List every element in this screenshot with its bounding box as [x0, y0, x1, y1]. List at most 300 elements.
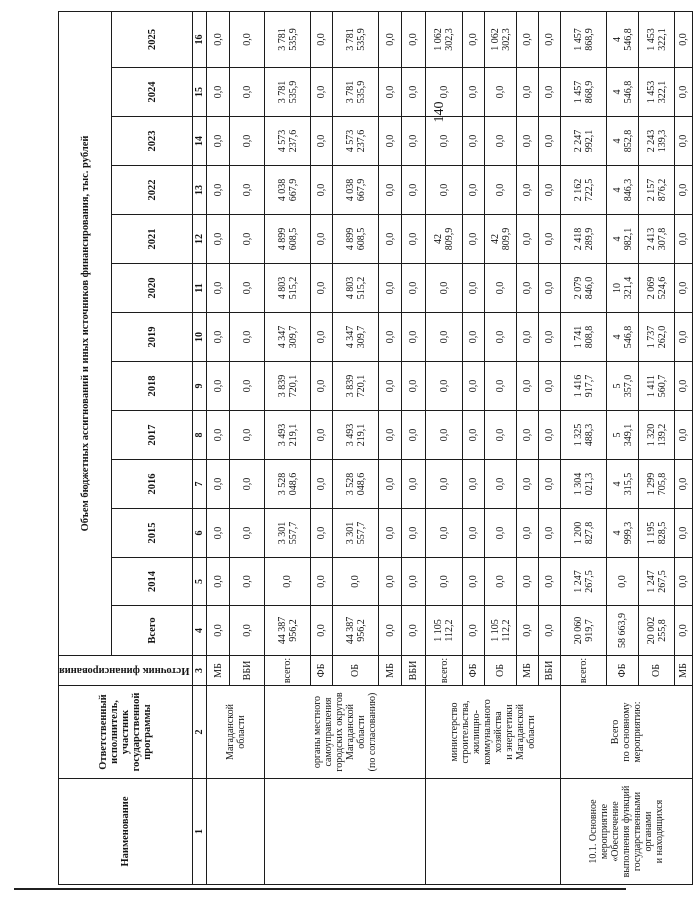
amount-value: 1 200 827,8	[572, 521, 595, 545]
activity-name-cell	[426, 779, 561, 885]
amount-cell	[607, 362, 639, 411]
header-year: 2021	[112, 215, 193, 264]
amount-cell	[402, 117, 426, 166]
amount-value: 1 411 560,7	[645, 374, 668, 398]
amount-cell	[333, 411, 379, 460]
amount-cell	[463, 313, 485, 362]
amount-value: 0,0	[468, 85, 480, 99]
amount-cell	[561, 166, 607, 215]
amount-cell	[675, 68, 693, 117]
amount-cell	[230, 509, 265, 558]
table-row	[561, 11, 607, 884]
table-body	[207, 11, 693, 884]
amount-value: 0,0	[384, 624, 396, 637]
amount-value: 0,0	[468, 330, 480, 344]
amount-cell	[539, 362, 561, 411]
amount-cell	[463, 264, 485, 313]
amount-value: 0,0	[495, 183, 507, 197]
amount-value: 42 809,9	[489, 227, 512, 251]
amount-cell	[230, 362, 265, 411]
amount-value: 0,0	[438, 379, 450, 393]
amount-value: 1 195 828,5	[645, 521, 668, 545]
page-number: 140	[432, 101, 447, 123]
amount-value: 0,0	[212, 330, 224, 344]
amount-cell	[265, 313, 311, 362]
amount-value: 0,0	[212, 379, 224, 393]
amount-value: 0,0	[522, 526, 534, 540]
amount-value: 0,0	[544, 624, 556, 637]
amount-value: 0,0	[438, 330, 450, 344]
amount-value: 0,0	[544, 428, 556, 442]
amount-cell	[265, 509, 311, 558]
funding-source: МБ	[675, 656, 693, 686]
amount-value: 1 457 868,9	[572, 28, 595, 51]
amount-cell	[402, 11, 426, 67]
amount-cell	[265, 558, 311, 606]
amount-value: 0,0	[438, 428, 450, 442]
amount-cell	[311, 166, 333, 215]
column-number: 6	[193, 509, 207, 558]
amount-cell	[265, 11, 311, 67]
amount-value: 0,0	[678, 379, 690, 393]
amount-value: 0,0	[468, 183, 480, 197]
amount-cell	[426, 558, 463, 606]
amount-cell	[463, 509, 485, 558]
amount-cell	[463, 117, 485, 166]
amount-value: 0,0	[241, 85, 253, 99]
amount-cell	[265, 166, 311, 215]
amount-cell	[463, 11, 485, 67]
amount-cell	[265, 264, 311, 313]
amount-value: 2 162 722,5	[572, 178, 595, 202]
amount-cell	[311, 606, 333, 656]
amount-value: 0,0	[522, 281, 534, 295]
amount-cell	[463, 558, 485, 606]
amount-cell	[607, 264, 639, 313]
amount-value: 0,0	[316, 379, 328, 393]
amount-cell	[463, 215, 485, 264]
page-bottom-rule	[14, 888, 626, 890]
amount-cell	[333, 362, 379, 411]
amount-cell	[402, 362, 426, 411]
amount-cell	[607, 460, 639, 509]
amount-cell	[539, 509, 561, 558]
column-number: 14	[193, 117, 207, 166]
amount-value: 0,0	[678, 134, 690, 148]
amount-cell	[207, 362, 230, 411]
amount-cell	[379, 264, 402, 313]
amount-value: 0,0	[678, 477, 690, 491]
amount-value: 0,0	[522, 85, 534, 99]
amount-cell	[485, 313, 517, 362]
amount-value: 0,0	[384, 281, 396, 295]
amount-cell	[230, 558, 265, 606]
amount-value: 3 839 720,1	[344, 374, 367, 398]
amount-cell	[230, 313, 265, 362]
amount-cell	[230, 411, 265, 460]
amount-cell	[230, 11, 265, 67]
amount-value: 0,0	[522, 379, 534, 393]
amount-value: 3 781 535,9	[276, 80, 299, 104]
amount-value: 1 247 267,5	[572, 570, 595, 593]
amount-cell	[539, 166, 561, 215]
amount-value: 0,0	[438, 134, 450, 148]
amount-cell	[265, 411, 311, 460]
amount-cell	[561, 460, 607, 509]
amount-cell	[379, 606, 402, 656]
amount-cell	[311, 264, 333, 313]
amount-value: 4 899 608,5	[344, 227, 367, 251]
amount-cell	[607, 68, 639, 117]
amount-value: 0,0	[384, 526, 396, 540]
amount-value: 0,0	[678, 33, 690, 46]
amount-value: 3 781 535,9	[344, 28, 367, 51]
amount-value: 1 105 112,2	[489, 619, 512, 642]
amount-cell	[539, 313, 561, 362]
amount-value: 0,0	[522, 33, 534, 46]
amount-value: 0,0	[544, 575, 556, 588]
amount-value: 4 846,3	[611, 178, 634, 202]
amount-cell	[485, 117, 517, 166]
amount-cell	[426, 460, 463, 509]
amount-cell	[517, 606, 539, 656]
amount-value: 4 546,8	[611, 28, 634, 51]
amount-value: 4 038 667,9	[276, 178, 299, 202]
amount-cell	[485, 509, 517, 558]
amount-cell	[379, 68, 402, 117]
amount-value: 0,0	[678, 624, 690, 637]
column-number: 1	[193, 779, 207, 885]
amount-value: 0,0	[495, 134, 507, 148]
funding-source: ФБ	[311, 656, 333, 686]
amount-cell	[402, 411, 426, 460]
amount-cell	[230, 166, 265, 215]
amount-cell	[379, 460, 402, 509]
amount-value: 4 982,1	[611, 227, 634, 251]
amount-value: 0,0	[544, 33, 556, 46]
amount-cell	[379, 411, 402, 460]
amount-value: 5 349,1	[611, 423, 634, 447]
amount-cell	[639, 509, 675, 558]
amount-cell	[539, 11, 561, 67]
header-year: 2024	[112, 68, 193, 117]
amount-value: 44 387 956,2	[344, 616, 367, 645]
amount-value: 4 573 237,6	[344, 129, 367, 153]
amount-value: 4 573 237,6	[276, 129, 299, 153]
table-row	[207, 11, 230, 884]
amount-cell	[207, 68, 230, 117]
amount-value: 0,0	[408, 232, 420, 246]
amount-value: 0,0	[241, 134, 253, 148]
amount-value: 0,0	[316, 575, 328, 588]
amount-cell	[402, 313, 426, 362]
amount-value: 0,0	[316, 85, 328, 99]
amount-cell	[230, 460, 265, 509]
amount-cell	[517, 411, 539, 460]
amount-value: 0,0	[212, 134, 224, 148]
amount-value: 0,0	[678, 526, 690, 540]
amount-cell	[426, 313, 463, 362]
amount-cell	[675, 117, 693, 166]
header-year: 2017	[112, 411, 193, 460]
amount-value: 0,0	[544, 330, 556, 344]
amount-value: 3 301 557,7	[344, 521, 367, 545]
amount-value: 0,0	[384, 428, 396, 442]
column-number: 12	[193, 215, 207, 264]
amount-cell	[675, 362, 693, 411]
amount-value: 4 999,3	[611, 521, 634, 545]
amount-cell	[561, 411, 607, 460]
amount-cell	[485, 68, 517, 117]
amount-cell	[485, 460, 517, 509]
amount-cell	[561, 11, 607, 67]
amount-value: 0,0	[384, 33, 396, 46]
amount-cell	[379, 313, 402, 362]
amount-cell	[426, 166, 463, 215]
amount-cell	[539, 460, 561, 509]
amount-cell	[463, 460, 485, 509]
amount-value: 0,0	[438, 477, 450, 491]
amount-value: 0,0	[384, 330, 396, 344]
amount-cell	[333, 558, 379, 606]
amount-cell	[463, 68, 485, 117]
amount-cell	[517, 460, 539, 509]
amount-cell	[561, 264, 607, 313]
amount-cell	[485, 606, 517, 656]
amount-value: 1 062 302,3	[433, 28, 456, 51]
amount-cell	[517, 264, 539, 313]
amount-cell	[402, 558, 426, 606]
amount-cell	[639, 313, 675, 362]
amount-value: 0,0	[438, 281, 450, 295]
column-number: 11	[193, 264, 207, 313]
amount-cell	[402, 606, 426, 656]
amount-cell	[333, 313, 379, 362]
amount-cell	[311, 68, 333, 117]
executor-cell	[426, 686, 561, 779]
executor-name: органы местного самоуправления городских округов Магаданской области (по согласованию)	[312, 692, 379, 772]
amount-cell	[333, 68, 379, 117]
budget-table	[58, 11, 693, 885]
amount-cell	[639, 215, 675, 264]
amount-cell	[675, 11, 693, 67]
funding-source: МБ	[379, 656, 402, 686]
column-number: 9	[193, 362, 207, 411]
amount-cell	[561, 606, 607, 656]
amount-cell	[675, 313, 693, 362]
amount-value: 4 315,5	[611, 472, 634, 496]
amount-cell	[426, 606, 463, 656]
amount-cell	[639, 411, 675, 460]
amount-cell	[675, 166, 693, 215]
amount-cell	[333, 509, 379, 558]
amount-cell	[485, 411, 517, 460]
header-year: 2022	[112, 166, 193, 215]
amount-value: 0,0	[316, 624, 328, 637]
amount-value: 4 038 667,9	[344, 178, 367, 202]
amount-value: 0,0	[408, 33, 420, 46]
amount-value: 0,0	[408, 379, 420, 393]
amount-value: 0,0	[522, 330, 534, 344]
amount-cell	[402, 68, 426, 117]
amount-value: 0,0	[468, 575, 480, 588]
activity-name-cell	[265, 779, 426, 885]
amount-cell	[207, 215, 230, 264]
amount-cell	[311, 509, 333, 558]
amount-cell	[207, 606, 230, 656]
amount-value: 1 325 488,3	[572, 423, 595, 447]
amount-cell	[426, 68, 463, 117]
amount-cell	[517, 362, 539, 411]
amount-cell	[675, 460, 693, 509]
amount-cell	[675, 411, 693, 460]
amount-value: 0,0	[212, 33, 224, 46]
amount-value: 0,0	[495, 526, 507, 540]
amount-value: 3 781 535,9	[276, 28, 299, 51]
amount-value: 0,0	[384, 232, 396, 246]
amount-cell	[379, 117, 402, 166]
amount-cell	[517, 313, 539, 362]
activity-name: 10.1. Основное мероприятие «Обеспечение выполнения функций государственными органами и находящихся	[588, 785, 666, 878]
amount-value: 4 803 515,2	[344, 276, 367, 300]
amount-value: 0,0	[544, 232, 556, 246]
amount-value: 0,0	[241, 33, 253, 46]
amount-value: 1 247 267,5	[645, 570, 668, 593]
amount-value: 58 663,9	[617, 613, 629, 648]
funding-source: МБ	[517, 656, 539, 686]
amount-cell	[207, 166, 230, 215]
amount-value: 1 105 112,2	[433, 619, 456, 642]
amount-cell	[639, 166, 675, 215]
amount-cell	[207, 117, 230, 166]
amount-value: 3 493 219,1	[344, 423, 367, 447]
executor-name: министерство строительства, жилищно- коммунального хозяйства и энергетики Магаданской области	[449, 699, 538, 765]
amount-cell	[311, 313, 333, 362]
funding-source: всего:	[561, 656, 607, 686]
amount-cell	[539, 215, 561, 264]
amount-value: 0,0	[495, 85, 507, 99]
amount-cell	[675, 606, 693, 656]
amount-value: 1 457 868,9	[572, 80, 595, 104]
amount-cell	[265, 362, 311, 411]
amount-cell	[463, 166, 485, 215]
amount-cell	[639, 460, 675, 509]
amount-value: 4 803 515,2	[276, 276, 299, 300]
table-row	[265, 11, 311, 884]
funding-source: МБ	[207, 656, 230, 686]
amount-cell	[311, 215, 333, 264]
amount-cell	[539, 411, 561, 460]
funding-source: ВБИ	[539, 656, 561, 686]
amount-cell	[517, 215, 539, 264]
amount-cell	[402, 264, 426, 313]
amount-cell	[426, 509, 463, 558]
amount-value: 0,0	[408, 85, 420, 99]
amount-value: 0,0	[241, 232, 253, 246]
header-name: Наименование	[59, 779, 193, 885]
executor-name: Всего по основному мероприятию:	[610, 701, 644, 763]
amount-cell	[426, 411, 463, 460]
amount-value: 0,0	[495, 281, 507, 295]
amount-cell	[207, 411, 230, 460]
header-year: 2019	[112, 313, 193, 362]
amount-value: 0,0	[408, 526, 420, 540]
funding-source: всего:	[265, 656, 311, 686]
amount-value: 0,0	[495, 379, 507, 393]
amount-cell	[485, 215, 517, 264]
amount-cell	[607, 11, 639, 67]
amount-cell	[485, 11, 517, 67]
amount-value: 0,0	[468, 428, 480, 442]
amount-cell	[333, 606, 379, 656]
amount-cell	[539, 264, 561, 313]
column-number: 7	[193, 460, 207, 509]
amount-value: 0,0	[384, 575, 396, 588]
column-number: 13	[193, 166, 207, 215]
funding-source: ОБ	[485, 656, 517, 686]
amount-value: 0,0	[678, 575, 690, 588]
amount-value: 0,0	[212, 232, 224, 246]
amount-value: 0,0	[544, 526, 556, 540]
amount-value: 3 528 048,6	[344, 472, 367, 496]
amount-cell	[426, 215, 463, 264]
header-year: 2016	[112, 460, 193, 509]
amount-cell	[517, 166, 539, 215]
amount-cell	[230, 264, 265, 313]
amount-value: 4 546,8	[611, 325, 634, 349]
amount-value: 20 060 919,7	[572, 616, 595, 645]
amount-cell	[265, 460, 311, 509]
amount-value: 0,0	[522, 232, 534, 246]
amount-cell	[463, 411, 485, 460]
amount-value: 0,0	[384, 477, 396, 491]
amount-value: 0,0	[241, 379, 253, 393]
amount-value: 0,0	[468, 379, 480, 393]
amount-value: 0,0	[468, 624, 480, 637]
amount-cell	[561, 362, 607, 411]
amount-cell	[639, 264, 675, 313]
amount-cell	[639, 11, 675, 67]
executor-cell	[265, 686, 426, 779]
amount-cell	[333, 460, 379, 509]
amount-cell	[561, 215, 607, 264]
amount-cell	[485, 166, 517, 215]
amount-cell	[311, 11, 333, 67]
amount-value: 0,0	[678, 428, 690, 442]
amount-value: 2 157 876,2	[645, 178, 668, 202]
amount-value: 0,0	[212, 575, 224, 588]
amount-value: 5 357,0	[611, 374, 634, 398]
amount-value: 0,0	[282, 575, 294, 588]
amount-cell	[675, 558, 693, 606]
amount-cell	[379, 509, 402, 558]
amount-value: 0,0	[544, 477, 556, 491]
column-number-row	[193, 11, 207, 884]
amount-value: 0,0	[678, 85, 690, 99]
column-number: 3	[193, 656, 207, 686]
header-year: 2023	[112, 117, 193, 166]
header-volume: Объем бюджетных ассигнований и иных источников финансирования, тыс. рублей	[59, 11, 112, 655]
amount-value: 0,0	[316, 134, 328, 148]
amount-value: 3 839 720,1	[276, 374, 299, 398]
amount-value: 0,0	[316, 232, 328, 246]
funding-source: всего:	[426, 656, 463, 686]
header-year: 2025	[112, 11, 193, 67]
amount-value: 0,0	[522, 477, 534, 491]
funding-source: ОБ	[333, 656, 379, 686]
amount-cell	[539, 558, 561, 606]
amount-cell	[426, 11, 463, 67]
